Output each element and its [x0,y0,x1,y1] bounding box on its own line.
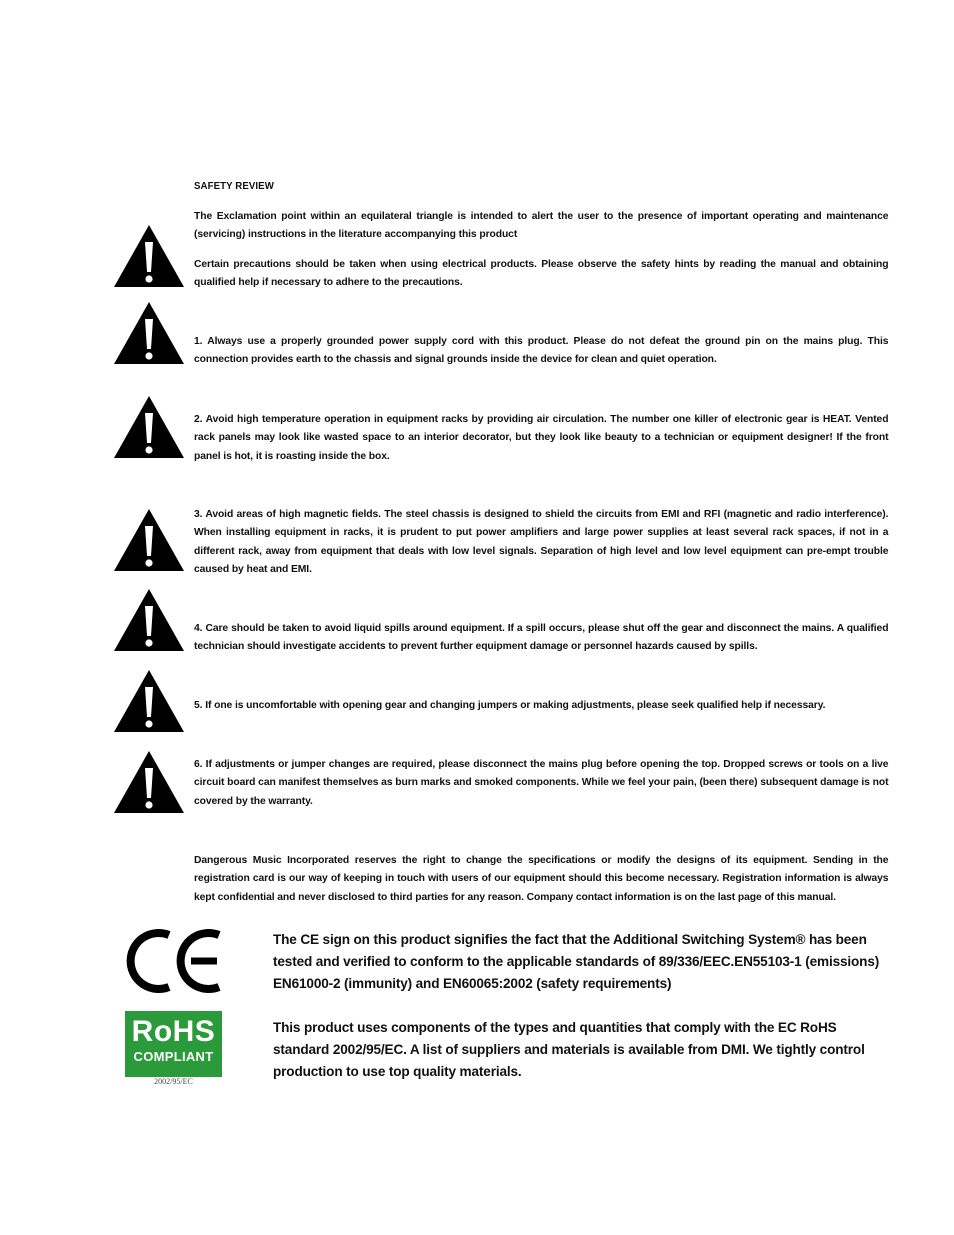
warning-triangle-icon [114,751,184,813]
safety-item-1: 1. Always use a properly grounded power supply cord with this product. Please do not defeat the ground pin on the mains plug. This connection provides earth to the chassis and signal grounds inside the device for clean and quiet operation. [194,335,889,366]
rohs-logo-title: RoHS [131,1015,216,1048]
safety-item-4: 4. Care should be taken to avoid liquid spills around equipment. If a spill occurs, please shut off the gear and disconnect the mains. A qualified technician should investigate accidents to prevent further equipment damage or personnel hazards caused by spills. [194,622,889,653]
rohs-statement: This product uses components of the types and quantities that comply with the EC RoHS standard 2002/95/EC. A list of suppliers and materials is available from DMI. We tightly control production to use top quality materials. [273,1020,865,1079]
safety-item-2: 2. Avoid high temperature operation in equipment racks by providing air circulation. The number one killer of electronic gear is HEAT. Vented rack panels may look like wasted space to an interior decorator, but they look like beauty to a technician or equipment designer! If the front panel is hot, it is roasting inside the box. [194,413,889,462]
disclaimer-paragraph: Dangerous Music Incorporated reserves the right to change the specifications or modify the designs of its equipment. Sending in the registration card is our way of keeping in touch with users of our equipment should this become necessary. Registration information is always kept confidential and never disclosed to third parties for any reason. Company contact information is on the last page of this manual. [194,854,889,903]
rohs-directive-label: 2002/95/EC [154,1077,193,1086]
safety-item-6: 6. If adjustments or jumper changes are required, please disconnect the mains plug before opening the top. Dropped screws or tools on a live circuit board can manifest themselves as burn marks and smoked components. While we feel your pain, (been there) subsequent damage is not covered by the warranty. [194,758,889,807]
warning-triangle-icon [114,302,184,364]
intro-paragraph-1: The Exclamation point within an equilateral triangle is intended to alert the user to the presence of important operating and maintenance (servicing) instructions in the literature accompanying this product [194,210,889,241]
safety-item-3: 3. Avoid areas of high magnetic fields. The steel chassis is designed to shield the circuits from EMI and RFI (magnetic and radio interference). When installing equipment in racks, it is prudent to put power amplifiers and large power supplies at least several rack spaces, if not in a different rack, away from equipment that deals with low level signals. Separation of high level and low level equipment can pre-empt trouble caused by heat and EMI. [194,508,889,575]
ce-mark-icon [125,925,225,997]
rohs-logo [125,1011,222,1077]
warning-triangle-icon [114,509,184,571]
warning-triangle-icon [114,589,184,651]
section-heading: SAFETY REVIEW [194,180,274,192]
warning-triangle-icon [114,225,184,287]
warning-triangle-icon [114,670,184,732]
rohs-logo-subtitle: COMPLIANT [133,1049,214,1064]
warning-triangle-icon [114,396,184,458]
intro-paragraph-2: Certain precautions should be taken when using electrical products. Please observe the safety hints by reading the manual and obtaining qualified help if necessary to adhere to the precautions. [194,258,889,289]
ce-statement: The CE sign on this product signifies the fact that the Additional Switching System® has been tested and verified to conform to the applicable standards of 89/336/EEC.EN55103-1 (emissions) EN61000-2 (immunity) and EN60065:2002 (safety requirements) [273,932,880,991]
safety-item-5: 5. If one is uncomfortable with opening gear and changing jumpers or making adjustments, please seek qualified help if necessary. [194,699,826,711]
